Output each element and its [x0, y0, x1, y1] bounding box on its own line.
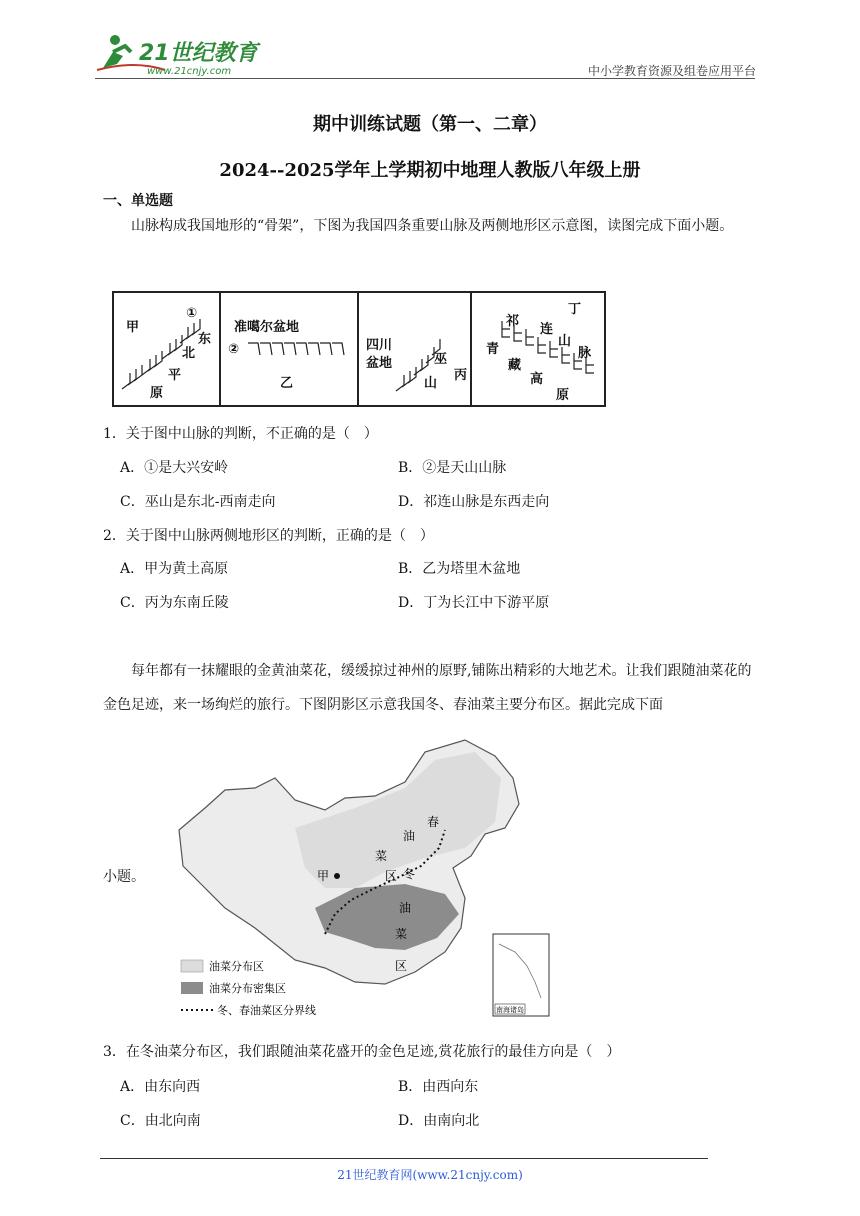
svg-text:祁: 祁: [506, 314, 520, 329]
svg-text:丁: 丁: [568, 302, 582, 317]
site-logo: [95, 30, 275, 80]
svg-text:原: 原: [150, 386, 164, 401]
q3-option-b[interactable]: B．由西向东: [398, 1079, 479, 1095]
svg-text:盆地: 盆地: [366, 356, 393, 371]
svg-text:春: 春: [427, 815, 440, 829]
exam-subtitle: 2024--2025学年上学期初中地理人教版八年级上册: [219, 160, 641, 181]
q2-option-a[interactable]: A．甲为黄土高原: [120, 561, 229, 577]
intro-paragraph-2-tail: 小题。: [103, 869, 145, 885]
q1-option-b[interactable]: B．②是天山山脉: [398, 460, 507, 476]
platform-name: 中小学教育资源及组卷应用平台: [587, 64, 756, 78]
question-3-stem: 3．在冬油菜分布区，我们跟随油菜花盛开的金色足迹,赏花旅行的最佳方向是（ ）: [103, 1044, 621, 1060]
svg-text:区: 区: [395, 959, 408, 973]
svg-text:丙: 丙: [454, 368, 468, 383]
header-divider: [95, 78, 755, 79]
q2-option-d[interactable]: D．丁为长江中下游平原: [398, 595, 550, 611]
svg-text:区: 区: [385, 869, 398, 883]
svg-text:乙: 乙: [280, 376, 294, 391]
svg-text:山: 山: [424, 376, 438, 391]
svg-text:菜: 菜: [375, 849, 388, 863]
svg-text:21世纪教育: 21世纪教育: [139, 41, 258, 66]
svg-text:甲: 甲: [126, 320, 140, 335]
svg-text:www.21cnjy.com: www.21cnjy.com: [147, 66, 232, 77]
footer-link[interactable]: 21世纪教育网(www.21cnjy.com): [337, 1168, 523, 1182]
svg-text:冬、春油菜区分界线: 冬、春油菜区分界线: [217, 1004, 316, 1017]
intro-paragraph-2: 每年都有一抹耀眼的金黄油菜花，缓缓掠过神州的原野,铺陈出精彩的大地艺术。让我们跟随油菜花的金色足迹，来一场绚烂的旅行。下图阴影区示意我国冬、春油菜主要分布区。据此完成下面: [103, 663, 752, 713]
q2-option-b[interactable]: B．乙为塔里木盆地: [398, 561, 521, 577]
q3-option-d[interactable]: D．由南向北: [398, 1113, 480, 1129]
svg-text:巫: 巫: [434, 352, 448, 367]
svg-text:藏: 藏: [508, 358, 522, 373]
rapeseed-distribution-map: [175, 738, 553, 1020]
svg-text:高: 高: [530, 372, 544, 387]
svg-text:①: ①: [186, 306, 198, 321]
q2-option-c[interactable]: C．丙为东南丘陵: [120, 595, 229, 611]
svg-text:油菜分布密集区: 油菜分布密集区: [209, 982, 286, 995]
svg-text:油: 油: [403, 829, 416, 843]
svg-text:脉: 脉: [578, 346, 592, 361]
svg-text:平: 平: [168, 368, 182, 383]
intro-paragraph-1: 山脉构成我国地形的“骨架”，下图为我国四条重要山脉及两侧地形区示意图，读图完成下面小题。: [131, 218, 734, 234]
svg-text:准噶尔盆地: 准噶尔盆地: [234, 320, 300, 335]
section-heading: 一、单选题: [103, 193, 173, 209]
svg-text:油: 油: [399, 901, 412, 915]
exam-title: 期中训练试题（第一、二章）: [313, 114, 547, 135]
svg-text:冬: 冬: [403, 867, 416, 881]
footer-divider: [100, 1158, 708, 1159]
svg-text:山: 山: [558, 334, 572, 349]
runner-logo-icon: [95, 30, 275, 80]
q3-option-a[interactable]: A．由东向西: [120, 1079, 201, 1095]
svg-text:青: 青: [486, 342, 500, 357]
q1-option-a[interactable]: A．①是大兴安岭: [120, 460, 229, 476]
svg-text:南海诸岛: 南海诸岛: [496, 1006, 524, 1014]
svg-text:②: ②: [228, 342, 240, 357]
svg-text:北: 北: [182, 346, 196, 361]
q1-option-d[interactable]: D．祁连山脉是东西走向: [398, 494, 550, 510]
mountain-diagram: [112, 291, 606, 407]
question-1-stem: 1．关于图中山脉的判断，不正确的是（ ）: [103, 426, 378, 442]
svg-text:菜: 菜: [395, 927, 408, 941]
svg-text:油菜分布区: 油菜分布区: [209, 960, 264, 973]
q3-option-c[interactable]: C．由北向南: [120, 1113, 201, 1129]
svg-text:甲: 甲: [317, 869, 330, 883]
svg-text:四川: 四川: [366, 338, 393, 353]
q1-option-c[interactable]: C．巫山是东北-西南走向: [120, 494, 276, 510]
svg-text:原: 原: [556, 388, 570, 403]
svg-text:连: 连: [540, 322, 554, 337]
svg-text:东: 东: [198, 332, 212, 347]
question-2-stem: 2．关于图中山脉两侧地形区的判断，正确的是（ ）: [103, 528, 434, 544]
